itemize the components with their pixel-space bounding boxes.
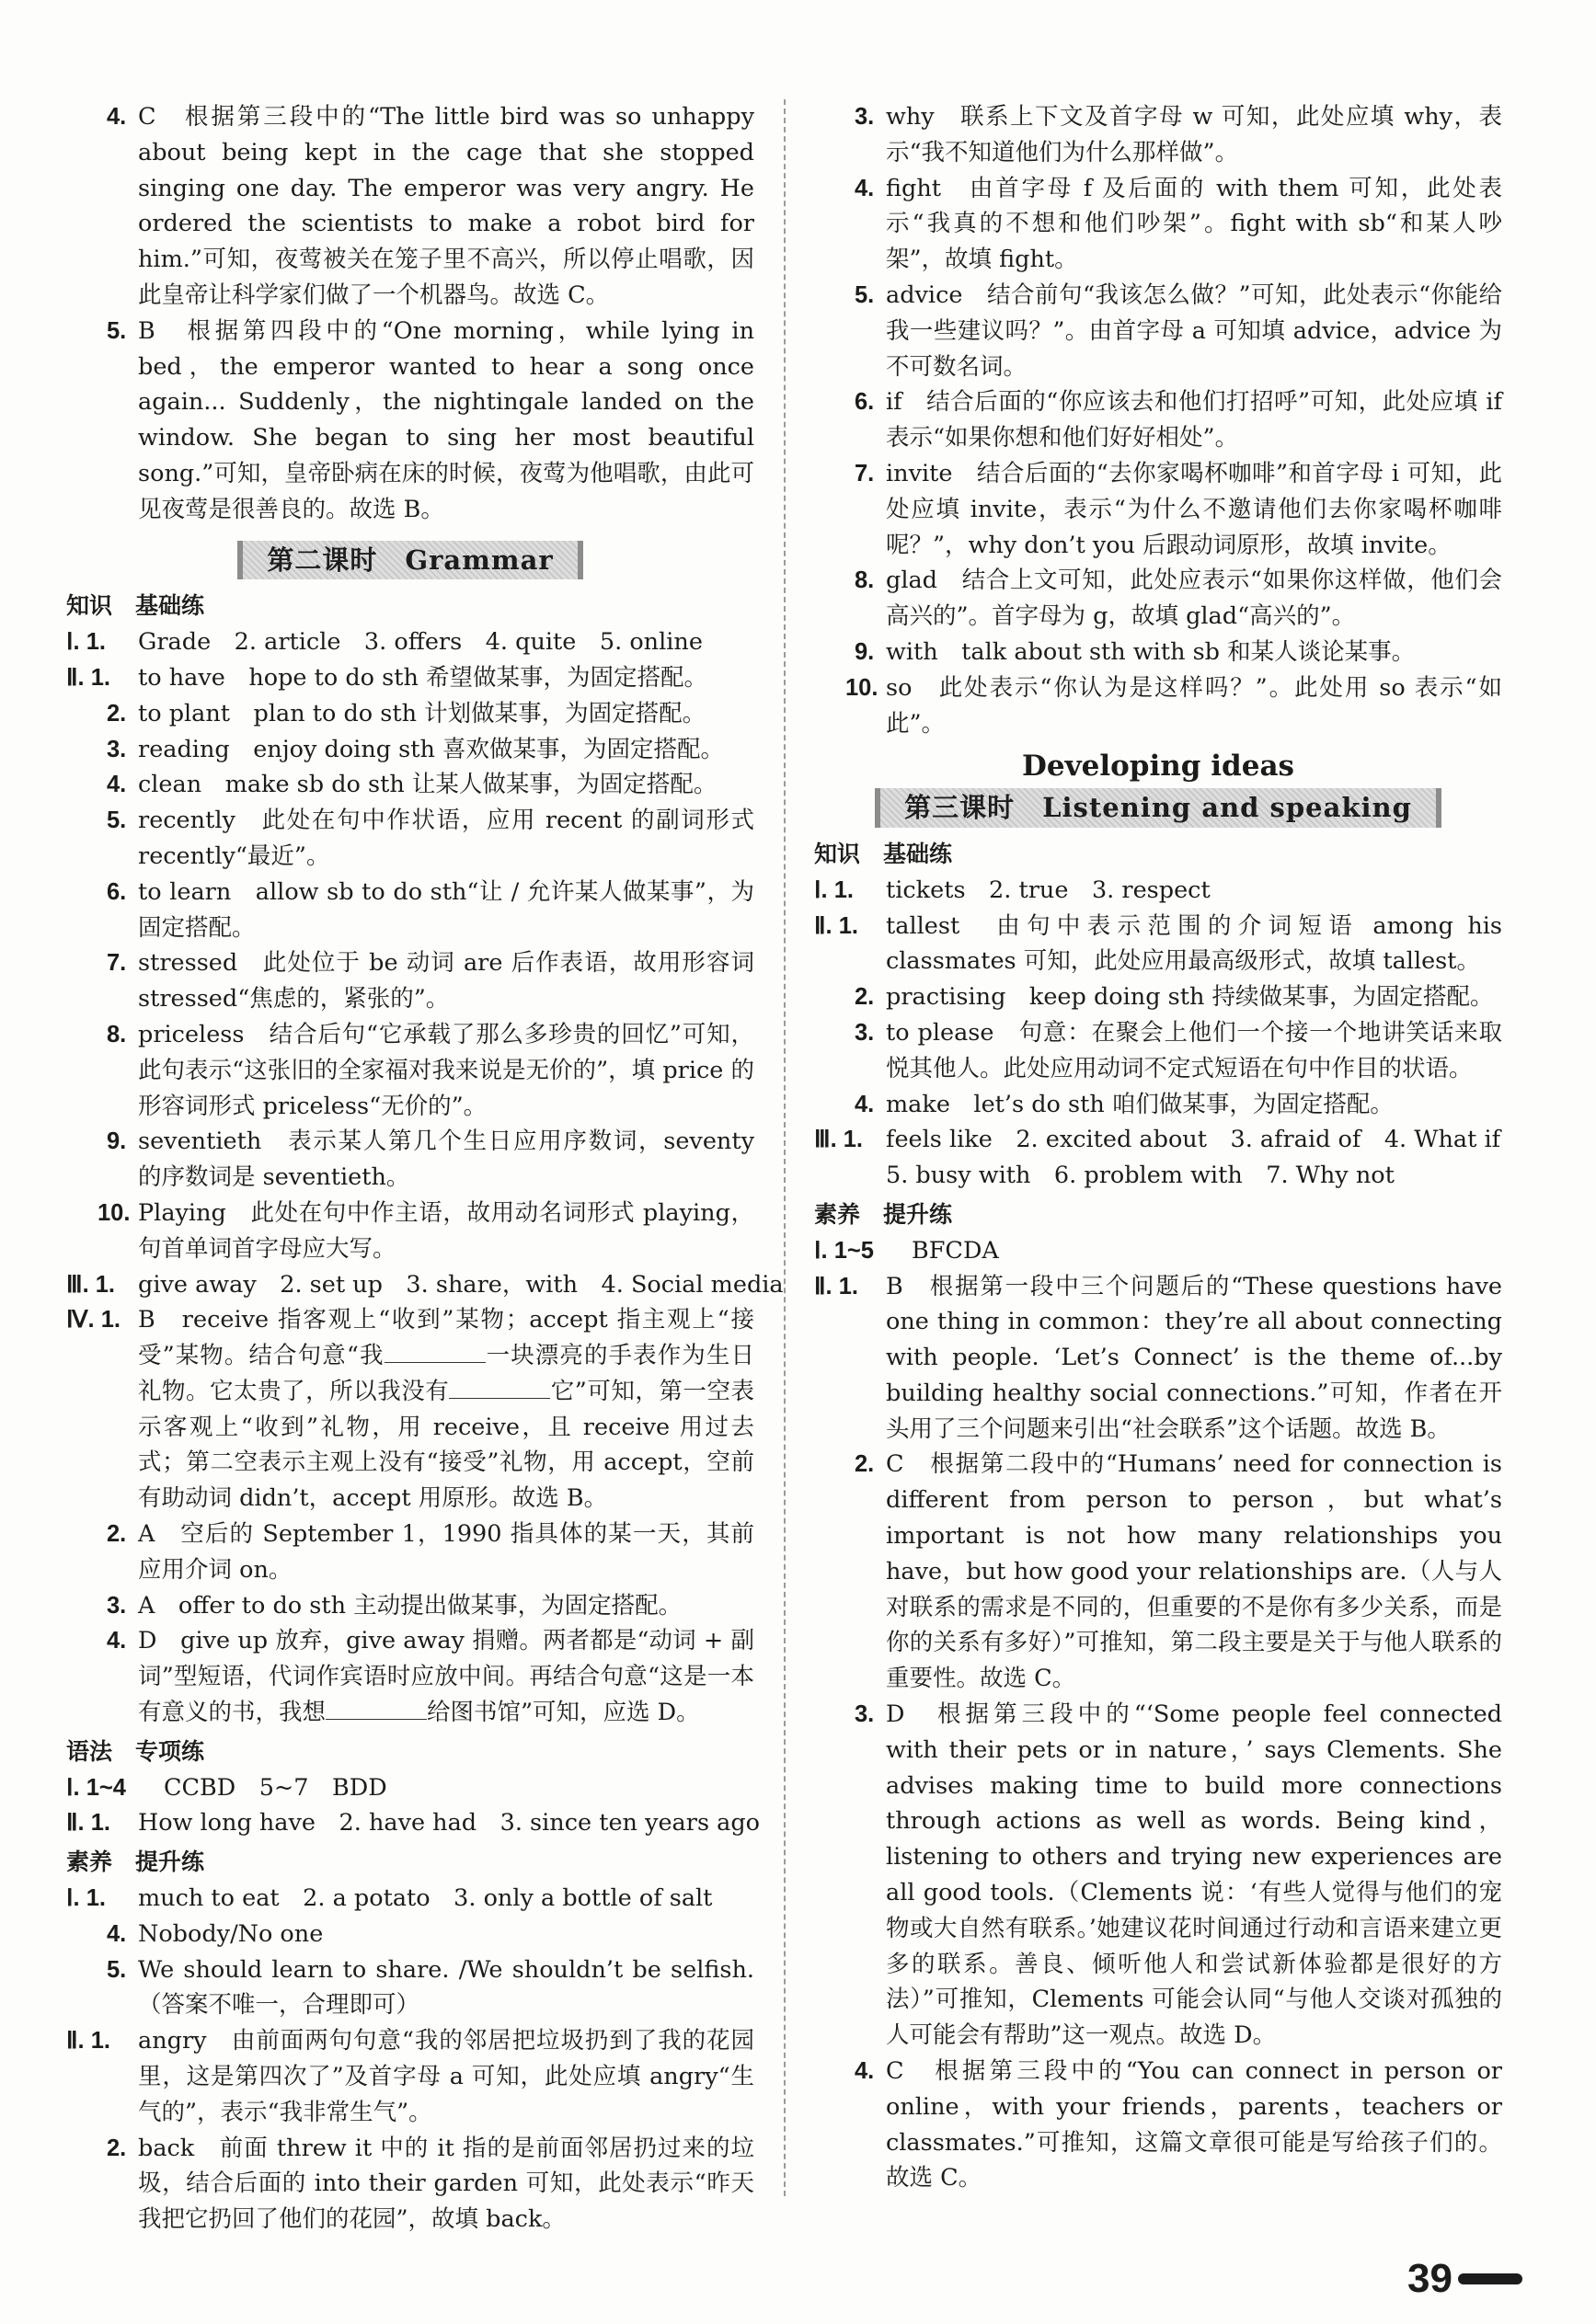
answer-item: 3. D 根据第三段中的“‘Some people feel connected with their pets or in nature，’ says Clements. She advises making time to build more connections through actions as well as words. Being kind，listening to others and trying new experiences are all good tools.（Clements 说：‘有些人觉得与他们的宠物或大自然有联系。’她建议花时间通过行动和言语来建立更多的联系。善良、倾听他人和尝试新体验都是很好的方法）”可推知，Clements 可能会认同“与他人交谈对孤独的人可能会有帮助”这一观点。故选 D。 [855,1700,1502,2050]
answer-item: Ⅱ. 1. angry 由前面两句句意“我的邻居把垃圾扔到了我的花园里，这是第四次了”及首字母 a 可知，此处应填 angry“生气的”，表示“我非常生气”。 [66,2027,754,2126]
answer-item: 5. advice 结合前句“我该怎么做？”可知，此处表示“你能给我一些建议吗？”。由首字母 a 可知填 advice，advice 为不可数名词。 [855,280,1502,381]
answer-row: Ⅱ. 1. How long have 2. have had 3. since ten years ago [66,1809,761,1837]
answer-item: 4. clean make sb do sth 让某人做某事，为固定搭配。 [107,771,718,799]
answer-item: 2. C 根据第二段中的“Humans’ need for connection is different from person to person，but what’s important is not how many relationships you have，but how good your relationships are.（人与人对联系的需求是不同的，但重要的不是你有多少关系，而是你的关系有多好）”可推知，第二段主要是关于与他人联系的重要性。故选 C。 [855,1450,1502,1693]
answer-item: 3. A offer to do sth 主动提出做某事，为固定搭配。 [107,1591,683,1620]
answer-item: 9. seventieth 表示某人第几个生日应用序数词，seventy 的序数词是 seventieth。 [107,1128,754,1192]
answer-item: Ⅱ. 1. tallest 由句中表示范围的介词短语 among his classmates 可知，此处应用最高级形式，故填 tallest。 [814,911,1502,976]
answer-item: 5. recently 此处在句中作状语，应用 recent 的副词形式 recently“最近”。 [107,807,754,870]
right-column [814,99,1502,2196]
blank-line [385,1361,486,1363]
answer-row: Ⅰ. 1. much to eat 2. a potato 3. only a bottle of salt [66,1884,713,1913]
answer-row: 5. busy with 6. problem with 7. Why not [886,1162,1395,1190]
answer-item: 4. Nobody/No one [107,1919,324,1948]
lesson-banner: 第二课时 Grammar [237,541,582,580]
left-column [66,99,784,2238]
answer-item: 6. if 结合后面的“你应该去和他们打招呼”可知，此处应填 if 表示“如果你想和他们好好相处”。 [855,388,1502,452]
answer-item: 8. priceless 结合后句“它承载了那么多珍贵的回忆”可知，此句表示“这张旧的全家福对我来说是无价的”，填 price 的形容词形式 priceless“无价的”。 [107,1020,754,1120]
answer-item: 7. invite 结合后面的“去你家喝杯咖啡”和首字母 i 可知，此处应填 invite，表示“为什么不邀请他们去你家喝杯咖啡呢？”，why don’t you 后跟动词原形，故填 invite。 [855,459,1502,559]
answer-row: Ⅲ. 1. feels like 2. excited about 3. afraid of 4. What if [814,1126,1501,1154]
answer-item: 4. D give up 放弃，give away 捐赠。两者都是“动词 + 副词”型短语，代词作宾语时应放中间。再结合句意“这是一本有意义的书，我想 给图书馆”可知，应选 D。 [107,1627,754,1727]
answer-item: Ⅱ. 1. B 根据第一段中三个问题后的“These questions have one thing in common：they’re all about connecting with people. ‘Let’s Connect’ is the theme of...by building healthy social connections.”可知，作者在开头用了三个问题来引出“社会联系”这个话题。故选 B。 [814,1272,1502,1443]
answer-item: 3. why 联系上下文及首字母 w 可知，此处应填 why，表示“我不知道他们为什么那样做”。 [855,103,1502,166]
answer-item: 2. to plant plan to do sth 计划做某事，为固定搭配。 [107,699,706,727]
answer-item: Ⅳ. 1. B receive 指客观上“收到”某物；accept 指主观上“接受”某物。结合句意“我 一块漂亮的手表作为生日礼物。它太贵了，所以我没有 它”可知，第一空表示客观上“收到”礼物，用 receive，且 receive 用过去式；第二空表示主观上没有“接受”礼物，用 accept，空前有助动词 didn’t，accept 用原形。故选 B。 [66,1306,754,1513]
page-number-bar [1458,2273,1522,2284]
answer-row: Ⅰ. 1. tickets 2. true 3. respect [814,876,1211,904]
section-heading: 素养 提升练 [66,1849,205,1876]
blank-line [326,1718,427,1720]
answer-item: 4. fight 由首字母 f 及后面的 with them 可知，此处表示“我真的不想和他们吵架”。fight with sb“和某人吵架”，故填 fight。 [855,174,1502,274]
answer-item: 4. C 根据第三段中的“The little bird was so unhappy about being kept in the cage that she stopped singing one day. The emperor was very angry. He ordered the scientists to make a robot bird for him.”可知，夜莺被关在笼子里不高兴，所以停止唱歌，因此皇帝让科学家们做了一个机器鸟。故选 C。 [107,103,754,309]
answer-item: 6. to learn allow sb to do sth“让 / 允许某人做某事”，为固定搭配。 [107,877,754,942]
section-title: Developing ideas [1022,750,1294,784]
section-heading: 知识 基础练 [814,841,953,867]
answer-item: 7. stressed 此处位于 be 动词 are 后作表语，故用形容词 stressed“焦虑的，紧张的”。 [107,949,754,1013]
answer-item: 5. We should learn to share. /We shouldn’t be selfish.（答案不唯一，合理即可） [107,1955,754,2020]
answer-item: 8. glad 结合上文可知，此处应表示“如果你这样做，他们会高兴的”。首字母为 g，故填 glad“高兴的”。 [855,567,1502,631]
answer-row: Ⅲ. 1. give away 2. set up 3. share，with 4. Social media [66,1270,784,1299]
answer-item: 4. make let’s do sth 咱们做某事，为固定搭配。 [855,1090,1394,1118]
section-heading: 语法 专项练 [66,1738,205,1765]
lesson-banner: 第三课时 Listening and speaking [875,788,1441,828]
answer-row: Ⅰ. 1. Grade 2. article 3. offers 4. quite 5. online [66,628,703,657]
column-divider [784,99,786,2196]
section-heading: 素养 提升练 [814,1201,953,1228]
answer-item: 5. B 根据第四段中的“One morning，while lying in bed，the emperor wanted to hear a song once again... Suddenly，the nightingale landed on the window. She began to sing her most beautiful song.”可知，皇帝卧病在床的时候，夜莺为他唱歌，由此可见夜莺是很善良的。故选 B。 [107,316,754,523]
answer-item: 9. with talk about sth with sb 和某人谈论某事。 [855,637,1416,666]
answer-row: Ⅰ. 1~4 CCBD 5~7 BDD [66,1773,387,1802]
answer-item: 10. so 此处表示“你认为是这样吗？”。此处用 so 表示“如此”。 [845,673,1502,738]
answer-item: 4. C 根据第三段中的“You can connect in person or online，with your friends，parents，teachers or classmates.”可推知，这篇文章很可能是写给孩子们的。故选 C。 [855,2057,1502,2192]
answer-row: Ⅰ. 1~5 BFCDA [814,1236,999,1265]
answer-item: 2. practising keep doing sth 持续做某事，为固定搭配。 [855,983,1494,1012]
answer-item: 2. A 空后的 September 1，1990 指具体的某一天，其前应用介词 on。 [107,1520,754,1584]
answer-item: 2. back 前面 threw it 中的 it 指的是前面邻居扔过来的垃圾，结合后面的 into their garden 可知，此处表示“昨天我把它扔回了他们的花园”，故填 back。 [107,2134,754,2234]
page-number: 39 [1407,2256,1522,2302]
answer-item: 10. Playing 此处在句中作主语，故用动名词形式 playing，句首单词首字母应大写。 [98,1198,754,1263]
answer-item: 3. reading enjoy doing sth 喜欢做某事，为固定搭配。 [107,735,725,763]
section-heading: 知识 基础练 [66,593,205,620]
answer-row: Ⅱ. 1. to have hope to do sth 希望做某事，为固定搭配。 [66,663,707,692]
blank-line [449,1397,550,1399]
answer-item: 3. to please 句意：在聚会上他们一个接一个地讲笑话来取悦其他人。此处应用动词不定式短语在句中作目的状语。 [855,1018,1502,1082]
